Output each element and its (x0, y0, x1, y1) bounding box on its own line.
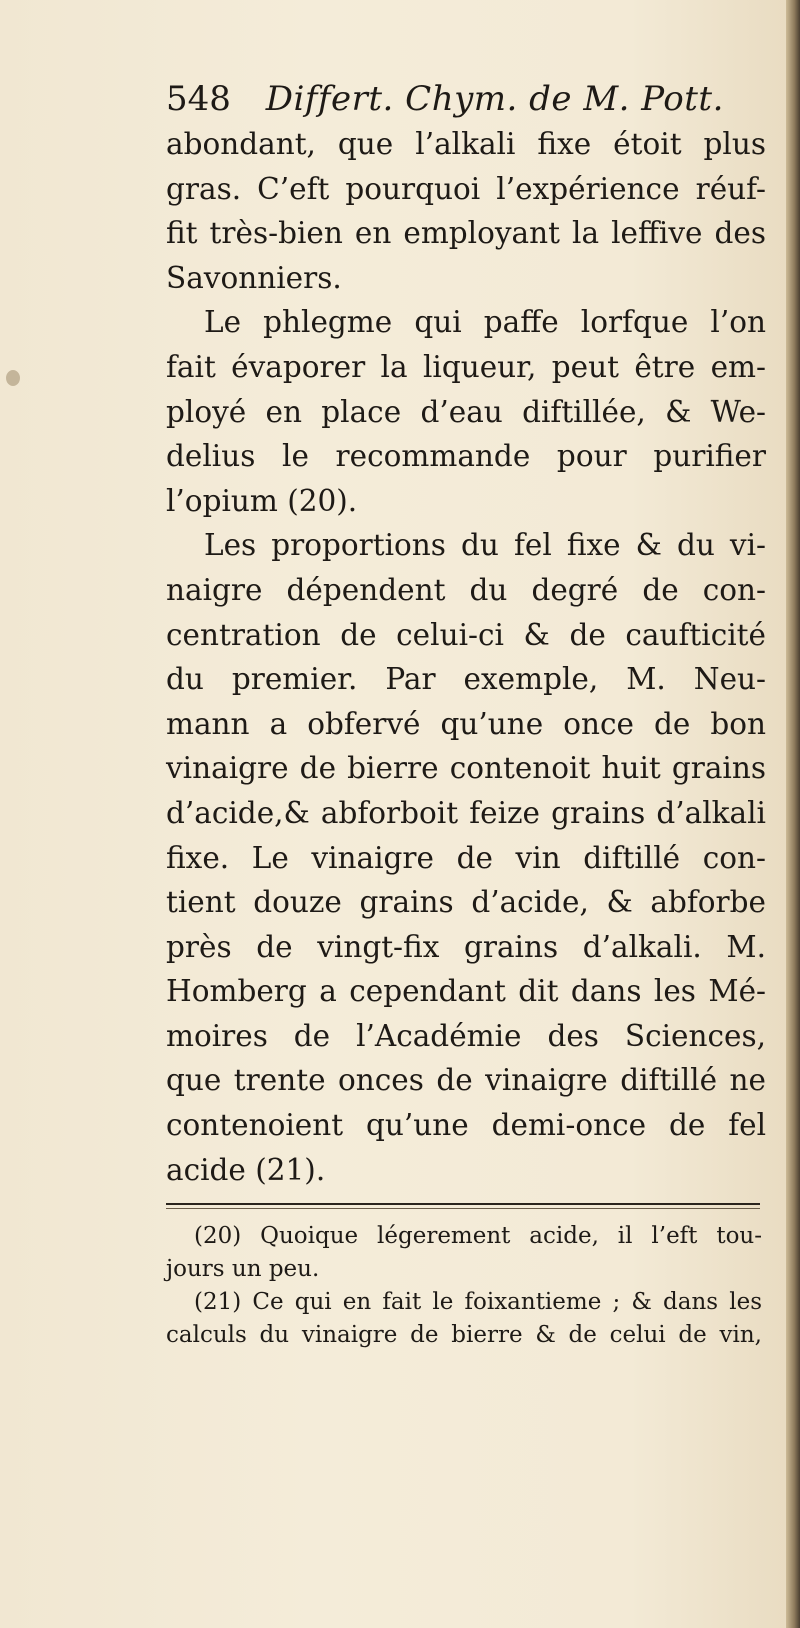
text-line: du premier. Par exemple, M. Neu- (166, 662, 766, 697)
footnote-line: (21) Ce qui en fait le foixantieme ; & dans les (194, 1289, 762, 1315)
text-line: fixe. Le vinaigre de vin diftillé con- (166, 840, 766, 875)
text-line: delius le recommande pour purifier (166, 439, 766, 474)
paper-stain (6, 370, 20, 386)
footnote-rule-thin (166, 1208, 760, 1209)
footnote-line: calculs du vinaigre de bierre & de celui de vin, (166, 1322, 762, 1348)
footnotes (166, 1220, 762, 1352)
running-header (166, 74, 726, 124)
text-line: vinaigre de bierre contenoit huit grains (166, 751, 766, 786)
text-line: ployé en place d’eau diftillée, & We- (166, 394, 766, 429)
footnote-line: jours un peu. (166, 1256, 320, 1282)
text-line: d’acide,& abforboit feize grains d’alkali (166, 795, 766, 830)
text-line: fit très-bien en employant la leffive des (166, 216, 766, 251)
text-line: contenoient qu’une demi-once de fel (166, 1108, 766, 1143)
text-line: mann a obfervé qu’une once de bon (166, 706, 766, 741)
page-edge (786, 0, 800, 1628)
text-line: que trente onces de vinaigre diftillé ne (166, 1063, 766, 1098)
text-line: Les proportions du fel fixe & du vi- (204, 528, 766, 563)
text-line: près de vingt-fix grains d’alkali. M. (166, 929, 766, 964)
text-line: Le phlegme qui paffe lorfque l’on (204, 305, 766, 340)
running-title: Differt. Chym. de M. Pott. (265, 79, 724, 119)
text-line: moires de l’Académie des Sciences, (166, 1018, 766, 1053)
footnote-line: (20) Quoique légerement acide, il l’eft tou- (194, 1223, 762, 1249)
main-text (166, 122, 766, 1192)
text-line: abondant, que l’alkali fixe étoit plus (166, 127, 766, 161)
page-number: 548 (166, 79, 231, 119)
text-line: fait évaporer la liqueur, peut être em- (166, 349, 766, 384)
text-line: gras. C’eft pourquoi l’expérience réuf- (166, 171, 766, 206)
footnote-rule (166, 1203, 760, 1205)
text-line: Savonniers. (166, 260, 342, 295)
text-line: tient douze grains d’acide, & abforbe (166, 885, 766, 920)
text-line: naigre dépendent du degré de con- (166, 572, 766, 607)
text-line: centration de celui-ci & de caufticité (166, 617, 766, 652)
text-line: acide (21). (166, 1152, 326, 1187)
text-line: Homberg a cependant dit dans les Mé- (166, 974, 766, 1009)
text-line: l’opium (20). (166, 483, 358, 518)
